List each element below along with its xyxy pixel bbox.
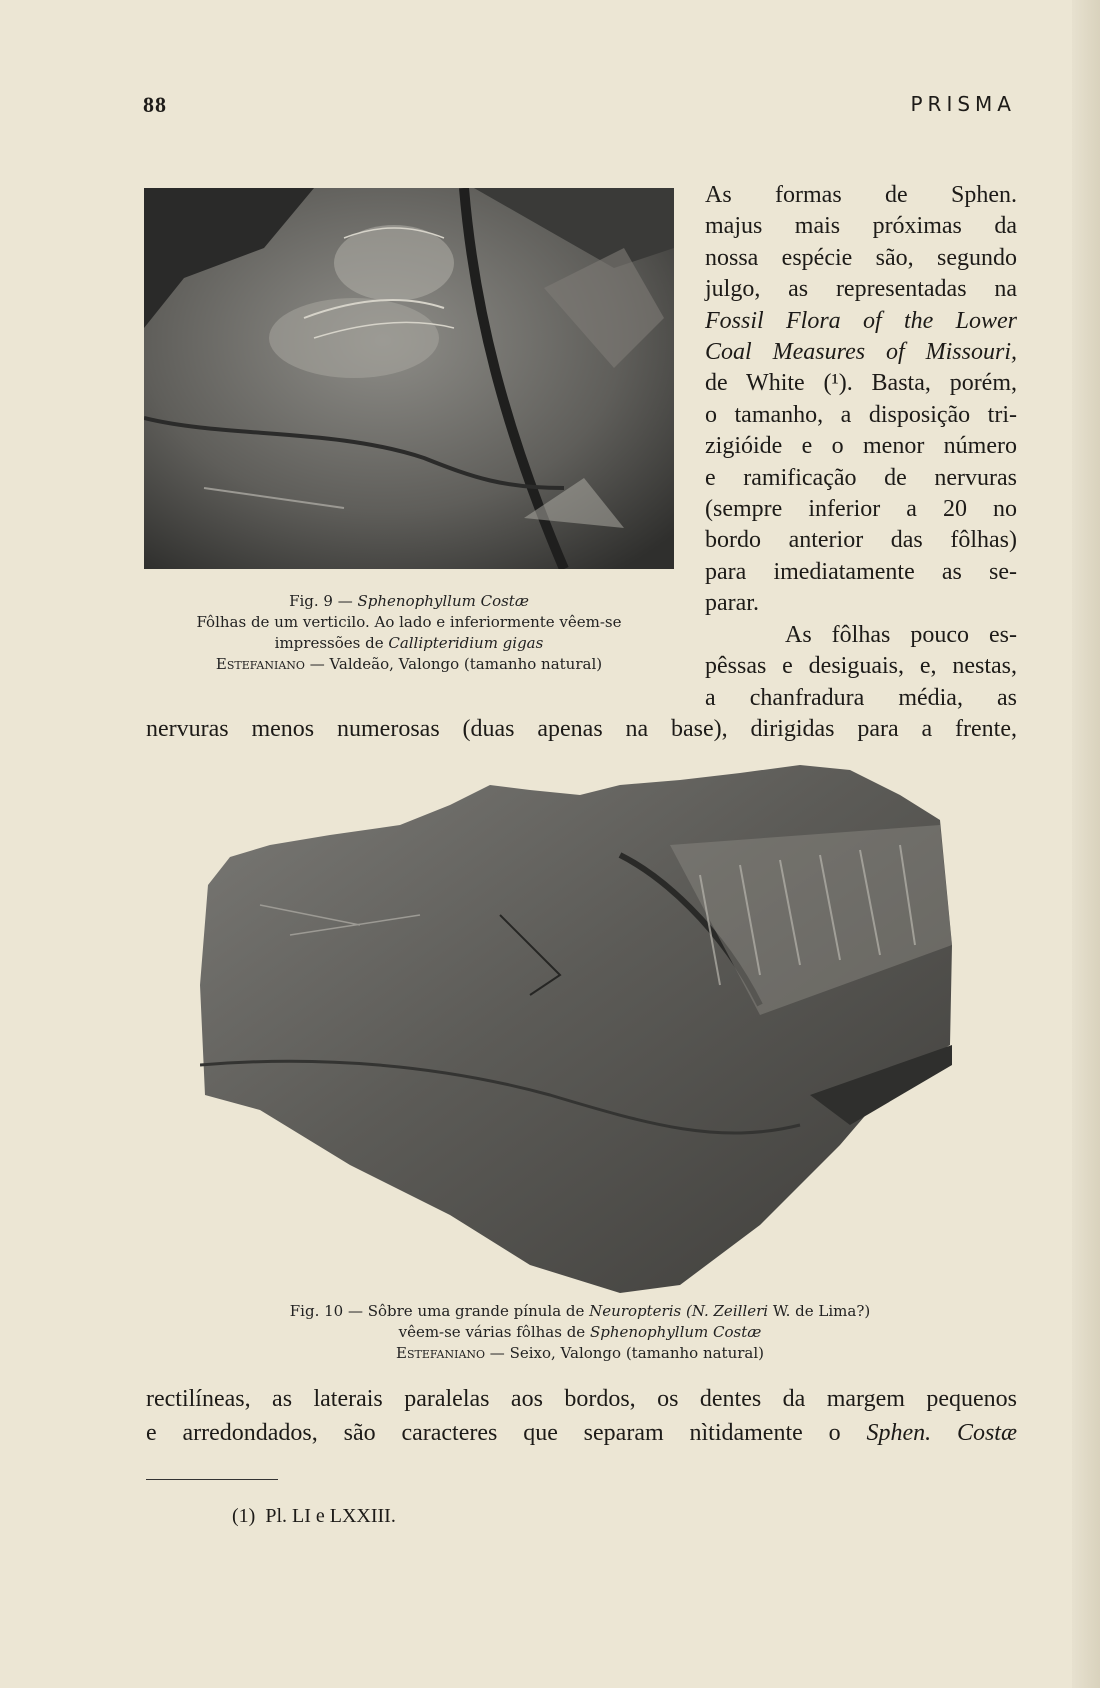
text-line: e ramificação de nervuras [705,464,1017,491]
page-number: 88 [143,92,167,117]
text-line: nossa espécie são, segundo [705,244,1017,271]
text-line: parar. [705,590,759,617]
text-line: o tamanho, a disposição tri- [705,401,1017,428]
footnote [232,1505,396,1528]
text-line: Fossil Flora of the Lower [705,307,1017,334]
footnote-marker: (1) [232,1505,256,1527]
footnote-text: Pl. LI e LXXIII. [265,1505,396,1527]
text-line: para imediatamente as se- [705,558,1017,585]
page-edge-shadow [1072,0,1100,1688]
text-line: As formas de Sphen. [705,182,1017,208]
text-line: de White (¹). Basta, porém, [705,370,1017,397]
footnote-rule [146,1479,278,1480]
body-column-text [705,180,1017,714]
figure-9-caption: Fig. 9 — Sphenophyllum Costæ Fôlhas de um verticilo. Ao lado e inferiormente vêem-se impressões de Callipteridium gigas Estefaniano — Valdeão, Valongo (tamanho natural) [196,592,622,673]
running-title: PRISMA [910,92,1016,116]
text-line: pêssas e desiguais, e, nestas, [705,653,1017,680]
text-line: a chanfradura média, as [705,684,1017,711]
figure-9-photo [144,188,674,569]
body-full-line: nervuras menos numerosas (duas apenas na base), dirigidas para a frente, [146,716,1017,742]
body-bottom-line-1: rectilíneas, as laterais paralelas aos bordos, os dentes da margem pequenos [146,1386,1017,1412]
text-line: majus mais próximas da [705,213,1017,240]
text-line: zigióide e o menor número [705,433,1017,460]
figure-10-photo [200,765,960,1293]
body-bottom-line-2: e arredondados, são caracteres que separam nìtidamente o Sphen. Costæ [146,1420,1017,1446]
text-line: (sempre inferior a 20 no [705,496,1017,523]
text-line: julgo, as representadas na [705,276,1017,303]
text-line: As fôlhas pouco es- [785,621,1017,648]
figure-10-caption: Fig. 10 — Sôbre uma grande pínula de Neuropteris (N. Zeilleri W. de Lima?) vêem-se várias fôlhas de Sphenophyllum Costæ Estefaniano — Seixo, Valongo (tamanho natural) [289,1302,871,1362]
text-line: Coal Measures of Missouri, [705,339,1017,366]
text-line: bordo anterior das fôlhas) [705,527,1017,554]
